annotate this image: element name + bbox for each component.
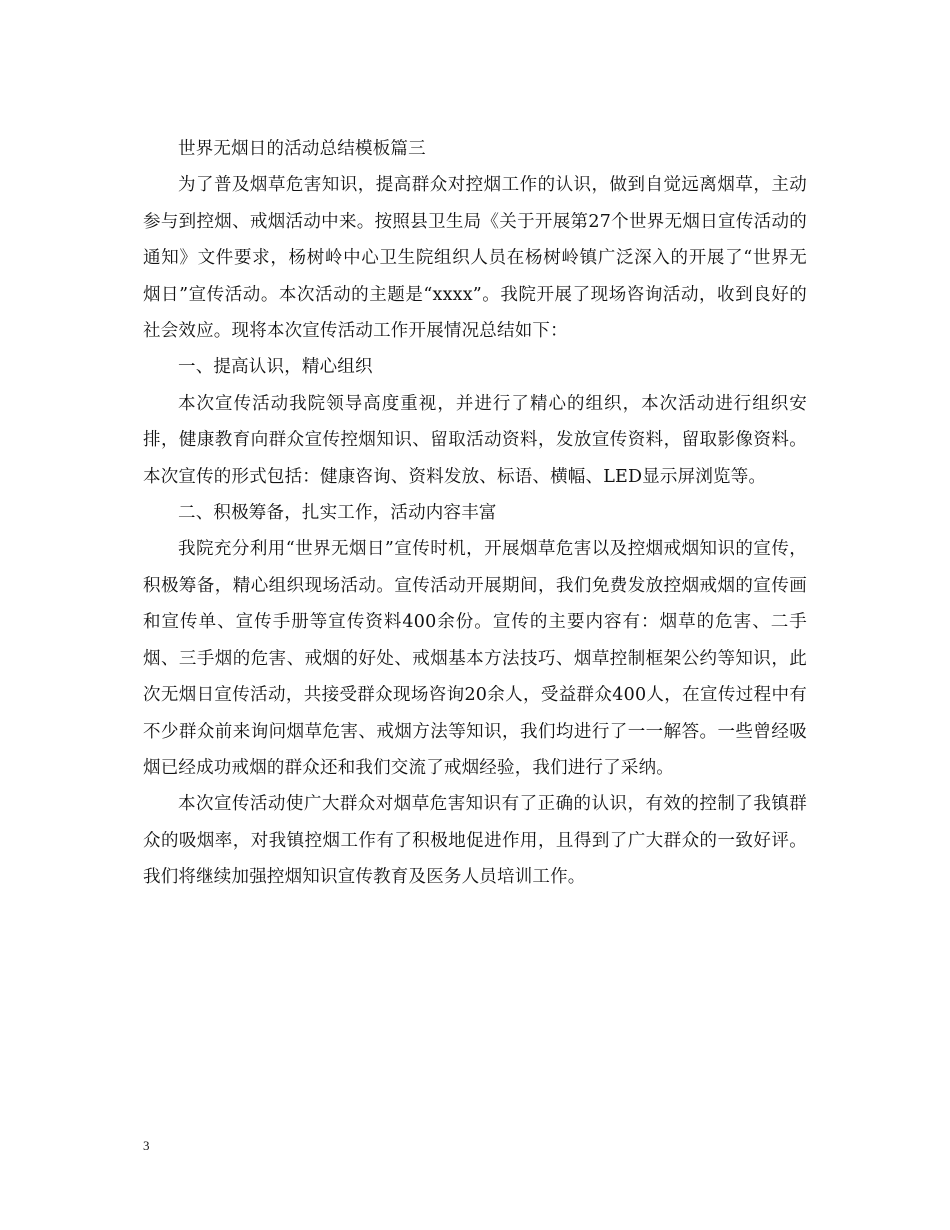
conclusion-paragraph: 本次宣传活动使广大群众对烟草危害知识有了正确的认识，有效的控制了我镇群众的吸烟率，对我镇控烟工作有了积极地促进作用，且得到了广大群众的一致好评。我们将继续加强控烟知识宣传教育及医务人员培训工作。 [143,794,807,888]
document-title: 世界无烟日的活动总结模板篇三 [178,139,426,159]
document-body [143,131,807,896]
section-2-paragraph: 我院充分利用“世界无烟日”宣传时机，开展烟草危害以及控烟戒烟知识的宣传，积极筹备，精心组织现场活动。宣传活动开展期间，我们免费发放控烟戒烟的宣传画和宣传单、宣传手册等宣传资料400余份。宣传的主要内容有：烟草的危害、二手烟、三手烟的危害、戒烟的好处、戒烟基本方法技巧、烟草控制框架公约等知识，此次无烟日宣传活动，共接受群众现场咨询20余人，受益群众400人，在宣传过程中有不少群众前来询问烟草危害、戒烟方法等知识，我们均进行了一一解答。一些曾经吸烟已经成功戒烟的群众还和我们交流了戒烟经验，我们进行了采纳。 [143,539,807,778]
section-2-heading: 二、积极筹备，扎实工作，活动内容丰富 [178,503,497,524]
intro-paragraph: 为了普及烟草危害知识，提高群众对控烟工作的认识，做到自觉远离烟草，主动参与到控烟、戒烟活动中来。按照县卫生局《关于开展第27个世界无烟日宣传活动的通知》文件要求，杨树岭中心卫生院组织人员在杨树岭镇广泛深入的开展了“世界无烟日”宣传活动。本次活动的主题是“xxxx”。我院开展了现场咨询活动，收到良好的社会效应。现将本次宣传活动工作开展情况总结如下： [143,175,807,342]
section-1-paragraph: 本次宣传活动我院领导高度重视，并进行了精心的组织，本次活动进行组织安排，健康教育向群众宣传控烟知识、留取活动资料，发放宣传资料，留取影像资料。本次宣传的形式包括：健康咨询、资料发放、标语、横幅、LED显示屏浏览等。 [143,393,807,487]
section-1-heading: 一、提高认识，精心组织 [178,357,373,378]
page-number: 3 [143,1138,150,1153]
